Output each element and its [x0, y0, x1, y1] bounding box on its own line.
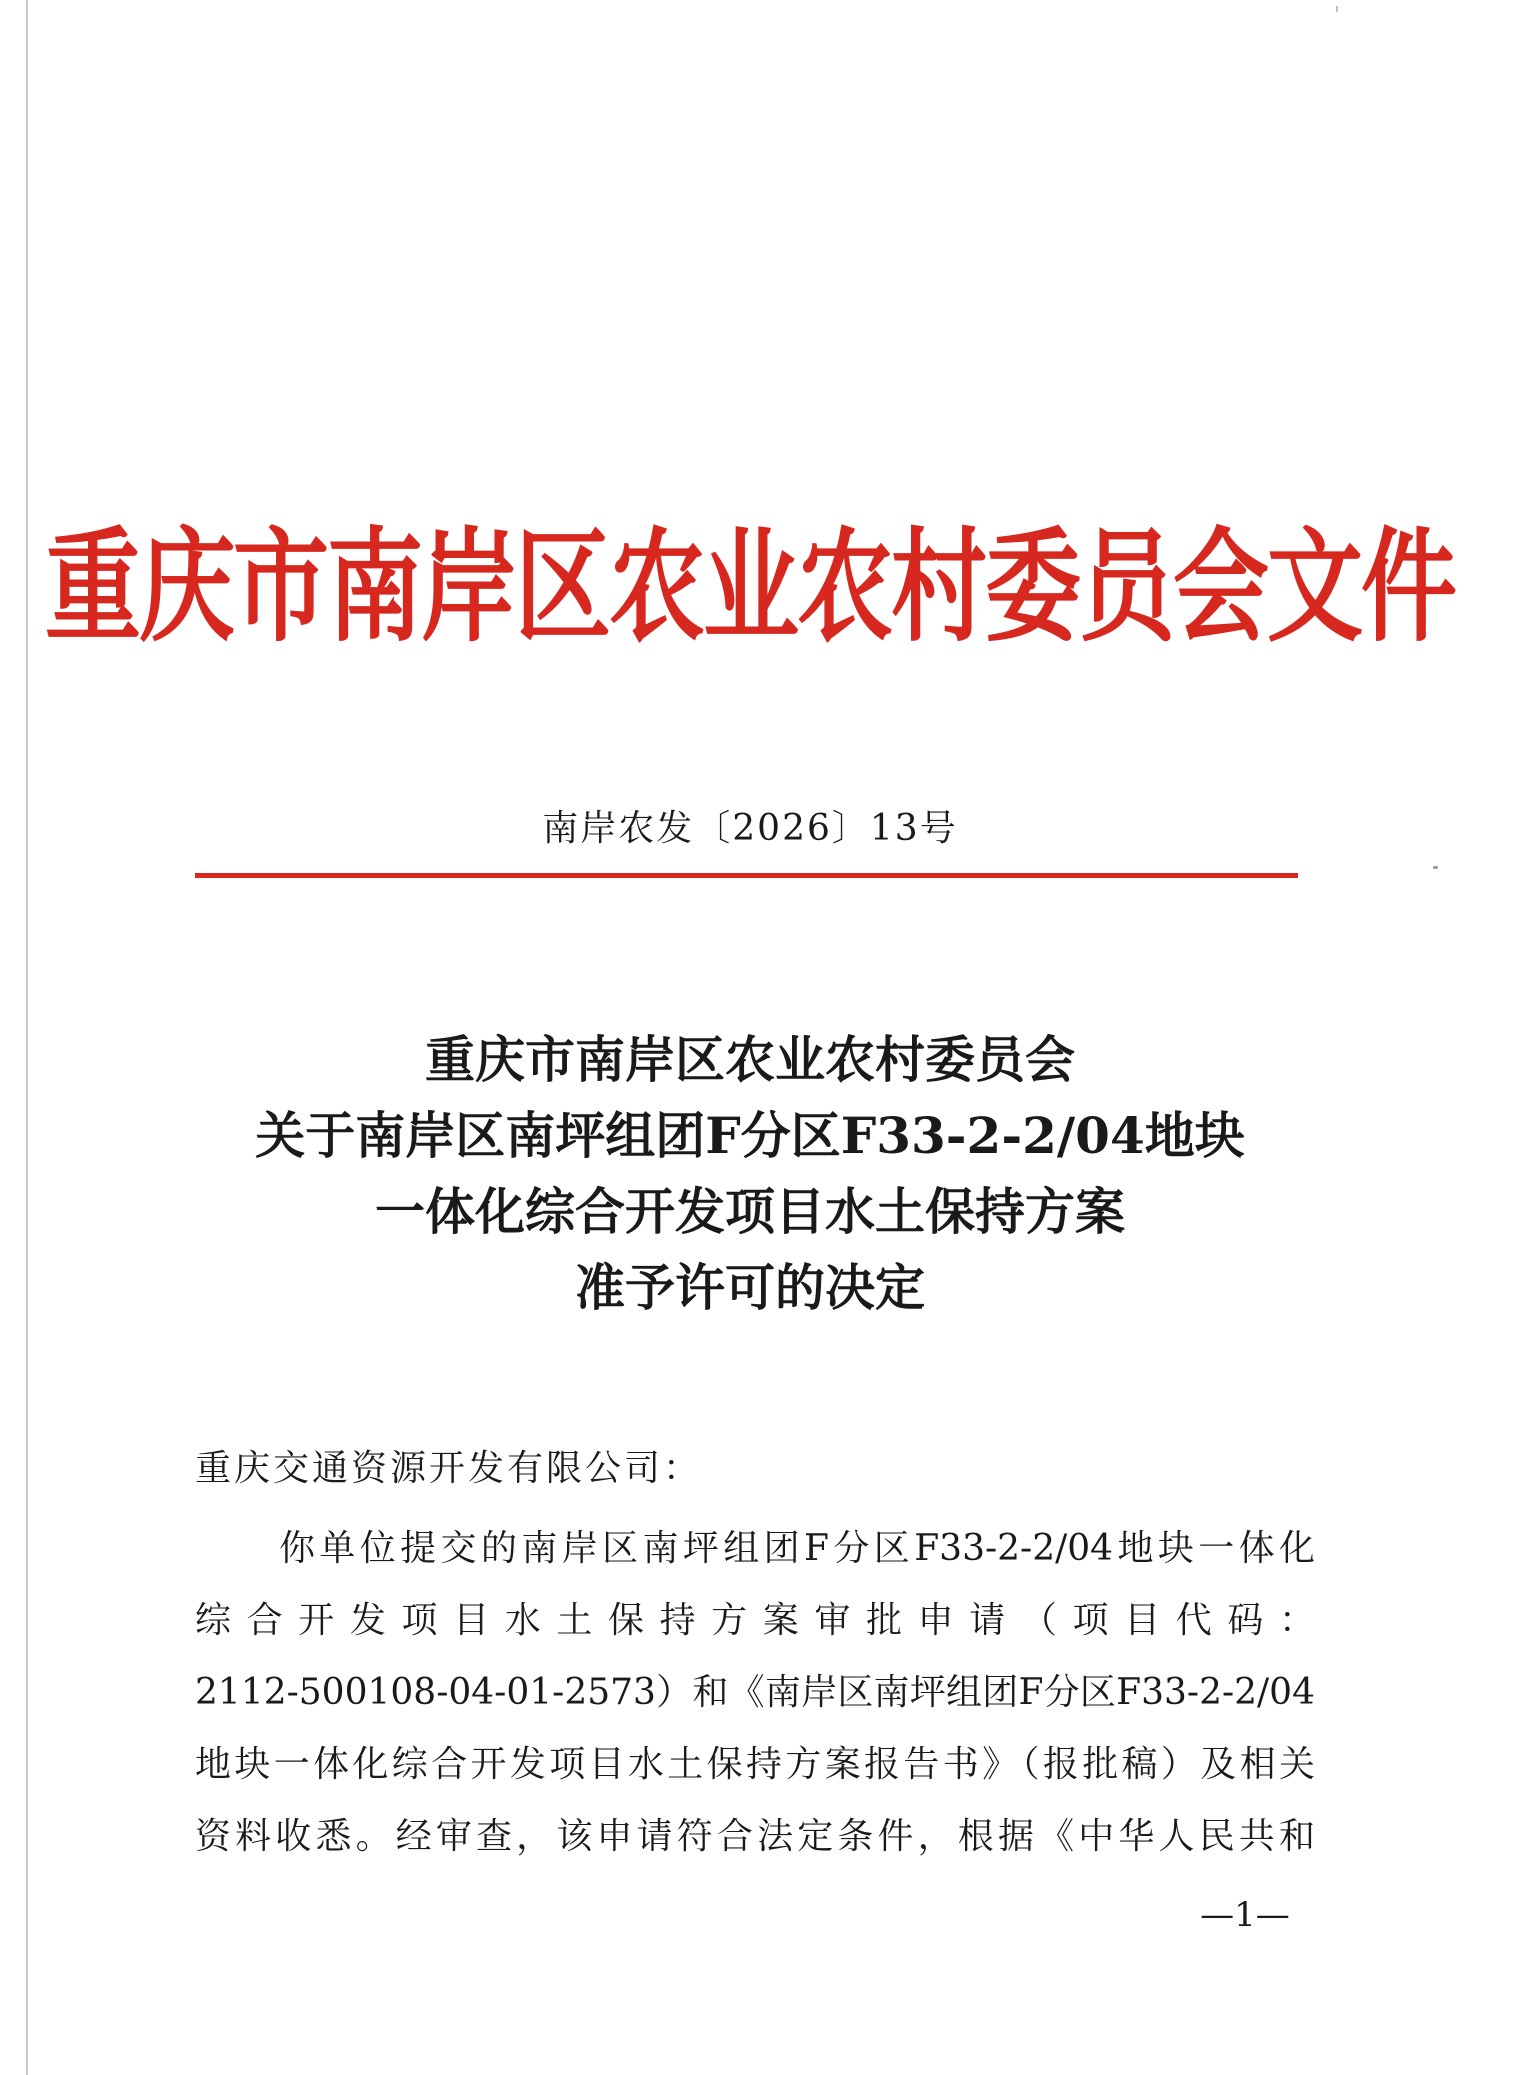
- body-paragraph: [195, 1513, 1315, 1873]
- red-separator-rule: [195, 873, 1298, 878]
- scan-edge: [26, 0, 28, 2075]
- scan-speck: [1336, 6, 1338, 12]
- body-line: 综合开发项目水土保持方案审批申请（项目代码：: [195, 1600, 1315, 1641]
- body-line: 地块一体化综合开发项目水土保持方案报告书》（报批稿）及相关: [195, 1744, 1315, 1785]
- title-line: 关于南岸区南坪组团F分区F33-2-2/04地块: [255, 1106, 1245, 1165]
- page-number: —1—: [1200, 1895, 1290, 1935]
- scan-speck: [1433, 866, 1438, 869]
- issuer-header: 重庆市南岸区农业农村委员会文件: [45, 514, 1455, 659]
- title-line: 重庆市南岸区农业农村委员会: [425, 1030, 1075, 1089]
- title-line: 一体化综合开发项目水土保持方案: [375, 1182, 1125, 1241]
- body-line: 2112-500108-04-01-2573）和《南岸区南坪组团F分区F33-2-2/04: [195, 1672, 1315, 1713]
- title-line: 准予许可的决定: [575, 1258, 925, 1317]
- document-number: 南岸农发〔2026〕13号: [542, 808, 958, 849]
- body-line: 资料收悉。经审查，该申请符合法定条件，根据《中华人民共和: [195, 1816, 1315, 1857]
- document-title: [160, 1022, 1340, 1326]
- body-line: 你单位提交的南岸区南坪组团F分区F33-2-2/04地块一体化: [279, 1528, 1315, 1569]
- salutation: 重庆交通资源开发有限公司：: [195, 1448, 703, 1489]
